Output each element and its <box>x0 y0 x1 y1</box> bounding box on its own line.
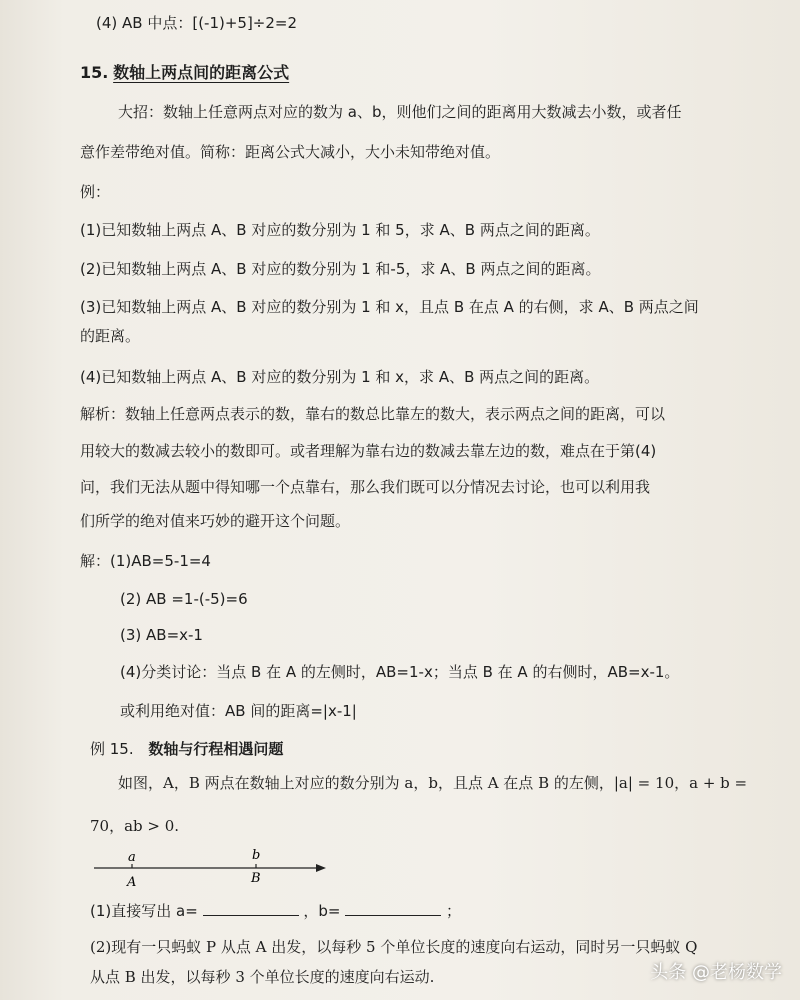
example-heading <box>90 738 283 760</box>
section-heading <box>80 62 289 84</box>
label-a: a <box>128 850 136 865</box>
watermark: 头条 @老杨数学 <box>650 962 782 983</box>
arrow-head-icon <box>316 864 326 872</box>
question-line <box>90 900 461 922</box>
text-line: (2)已知数轴上两点 A、B 对应的数分别为 1 和-5，求 A、B 两点之间的距离。 <box>80 260 601 278</box>
text-line: (1)已知数轴上两点 A、B 对应的数分别为 1 和 5，求 A、B 两点之间的距离。 <box>80 221 600 239</box>
answer-blank-b[interactable] <box>345 901 441 916</box>
text-line: 用较大的数减去较小的数即可。或者理解为靠右边的数减去靠左边的数，难点在于第(4) <box>80 442 657 460</box>
label-B: B <box>251 871 261 886</box>
text-line: 问，我们无法从题中得知哪一个点靠右，那么我们既可以分情况去讨论，也可以利用我 <box>80 478 651 496</box>
section-number: 15. <box>80 63 109 82</box>
text-line: (4) AB 中点：[(-1)+5]÷2=2 <box>96 14 298 32</box>
text-line: 解：(1)AB=5-1=4 <box>80 552 211 570</box>
text-line: 例： <box>80 183 111 201</box>
example-title: 数轴与行程相遇问题 <box>148 740 284 758</box>
text-line: (4)分类讨论：当点 B 在 A 的左侧时，AB=1-x；当点 B 在 A 的右侧时，AB=x-1。 <box>120 663 680 681</box>
text-line: 70，ab > 0. <box>90 817 180 835</box>
text-line: (3)已知数轴上两点 A、B 对应的数分别为 1 和 x，且点 B 在点 A 的右侧，求 A、B 两点之间 <box>80 298 699 316</box>
text-line: 或利用绝对值：AB 间的距离=|x-1| <box>120 702 357 720</box>
text-line: 解析：数轴上任意两点表示的数，靠右的数总比靠左的数大，表示两点之间的距离，可以 <box>80 405 666 423</box>
text-line: (2) AB =1-(-5)=6 <box>120 590 248 608</box>
text-line: (4)已知数轴上两点 A、B 对应的数分别为 1 和 x，求 A、B 两点之间的距离。 <box>80 368 600 386</box>
example-label: 例 15. <box>90 740 134 758</box>
section-title: 数轴上两点间的距离公式 <box>113 63 290 82</box>
text-line: 大招：数轴上任意两点对应的数为 a、b，则他们之间的距离用大数减去小数，或者任 <box>118 103 682 121</box>
text-line: (2)现有一只蚂蚁 P 从点 A 出发，以每秒 5 个单位长度的速度向右运动，同时另一只蚂蚁 Q <box>90 938 698 956</box>
text-line: 意作差带绝对值。简称：距离公式大减小，大小未知带绝对值。 <box>80 143 501 161</box>
text-line: 从点 B 出发，以每秒 3 个单位长度的速度向右运动. <box>90 968 435 986</box>
question-1-label: (1)直接写出 a= <box>90 902 198 920</box>
text-line: 们所学的绝对值来巧妙的避开这个问题。 <box>80 512 351 530</box>
text-line: (3) AB=x-1 <box>120 626 203 644</box>
text-line: 如图，A，B 两点在数轴上对应的数分别为 a，b，且点 A 在点 B 的左侧，|a| = 10，a + b = <box>118 774 748 792</box>
question-1-mid: ，b= <box>303 902 341 920</box>
question-1-end: ； <box>446 902 462 920</box>
number-line-figure <box>90 848 330 888</box>
label-A: A <box>127 875 137 888</box>
label-b: b <box>252 848 261 863</box>
answer-blank-a[interactable] <box>203 901 299 916</box>
text-line: 的距离。 <box>80 327 141 345</box>
